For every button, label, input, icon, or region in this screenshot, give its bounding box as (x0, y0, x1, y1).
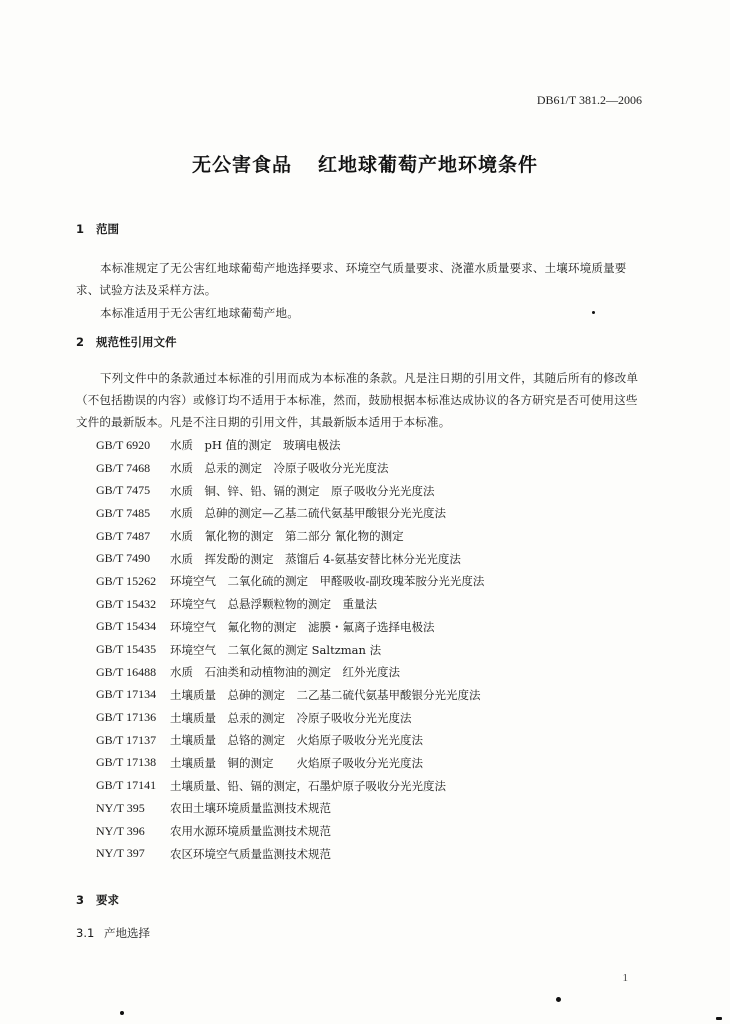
reference-code: GB/T 17137 (96, 732, 157, 747)
section-2-heading (76, 334, 177, 350)
reference-item (96, 706, 656, 729)
reference-title: 水质 挥发酚的测定 蒸馏后 4-氨基安替比林分光光度法 (170, 551, 461, 566)
reference-title: 水质 pH 值的测定 玻璃电极法 (170, 438, 341, 453)
title-part1: 无公害食品 (191, 154, 292, 176)
section-title: 产地选择 (104, 926, 150, 940)
reference-code: GB/T 7475 (96, 483, 151, 498)
reference-code: GB/T 17136 (96, 710, 157, 725)
normative-intro: 下列文件中的条款通过本标准的引用而成为本标准的条款。凡是注日期的引用文件，其随后所有的修改单（不包括勘误的内容）或修订均不适用于本标准，然而，鼓励根据本标准达成协议的各方研究是否可使用这些文件的最新版本。凡是不注日期的引用文件，其最新版本适用于本标准。 (76, 371, 639, 429)
reference-code: GB/T 7487 (96, 528, 151, 543)
reference-code: GB/T 15434 (96, 619, 157, 634)
section-number: 3 (76, 893, 85, 907)
reference-title: 环境空气 二氧化氮的测定 Saltzman 法 (170, 642, 382, 657)
reference-item (96, 457, 656, 480)
reference-code: GB/T 7490 (96, 551, 151, 566)
reference-title: 水质 总砷的测定—乙基二硫代氨基甲酸银分光光度法 (170, 506, 446, 521)
section-number: 1 (76, 222, 85, 236)
reference-item (96, 797, 656, 820)
reference-code: GB/T 15262 (96, 573, 157, 588)
reference-item (96, 593, 656, 616)
reference-item (96, 547, 656, 570)
reference-item (96, 774, 656, 797)
scan-speck (592, 311, 595, 314)
section-3-1-heading (76, 925, 150, 941)
reference-code: GB/T 6920 (96, 437, 151, 452)
reference-item (96, 479, 656, 502)
reference-code: GB/T 7468 (96, 460, 151, 475)
standard-code: DB61/T 381.2—2006 (536, 93, 642, 107)
reference-title: 水质 总汞的测定 冷原子吸收分光光度法 (170, 461, 389, 476)
scan-speck (556, 997, 561, 1002)
section-1-heading (76, 221, 119, 237)
reference-title: 农用水源环境质量监测技术规范 (170, 824, 331, 839)
section-title: 范围 (96, 222, 119, 236)
reference-code: NY/T 397 (96, 846, 145, 861)
reference-item (96, 729, 656, 752)
section-title: 要求 (96, 893, 119, 907)
document-title (0, 150, 730, 177)
reference-title: 农田土壤环境质量监测技术规范 (170, 801, 331, 816)
scope-paragraph-2: 本标准适用于无公害红地球葡萄产地。 (100, 306, 299, 320)
scope-paragraph-1: 本标准规定了无公害红地球葡萄产地选择要求、环境空气质量要求、浇灌水质量要求、土壤环境质量要求、试验方法及采样方法。 (76, 261, 627, 297)
reference-item (96, 434, 656, 457)
reference-title: 环境空气 总悬浮颗粒物的测定 重量法 (170, 597, 377, 612)
reference-title: 水质 石油类和动植物油的测定 红外光度法 (170, 665, 400, 680)
reference-item (96, 684, 656, 707)
reference-item (96, 661, 656, 684)
reference-item (96, 570, 656, 593)
reference-title: 土壤质量、铅、镉的测定，石墨炉原子吸收分光光度法 (170, 778, 446, 793)
reference-title: 水质 氰化物的测定 第二部分 氰化物的测定 (170, 529, 404, 544)
section-number: 3.1 (76, 926, 95, 940)
reference-code: GB/T 15432 (96, 596, 157, 611)
reference-title: 农区环境空气质量监测技术规范 (170, 846, 331, 861)
reference-item (96, 616, 656, 639)
reference-item (96, 638, 656, 661)
reference-item (96, 525, 656, 548)
reference-item (96, 752, 656, 775)
section-title: 规范性引用文件 (96, 335, 177, 349)
reference-code: NY/T 395 (96, 800, 145, 815)
reference-code: GB/T 7485 (96, 505, 151, 520)
reference-title: 水质 铜、锌、铅、镉的测定 原子吸收分光光度法 (170, 483, 435, 498)
page-number: 1 (622, 972, 628, 984)
reference-code: NY/T 396 (96, 823, 145, 838)
reference-title: 土壤质量 总砷的测定 二乙基二硫代氨基甲酸银分光光度法 (170, 687, 481, 702)
title-part2: 红地球葡萄产地环境条件 (318, 154, 539, 176)
reference-title: 土壤质量 总汞的测定 冷原子吸收分光光度法 (170, 710, 412, 725)
reference-title: 土壤质量 总铬的测定 火焰原子吸收分光光度法 (170, 733, 423, 748)
reference-title: 环境空气 二氧化硫的测定 甲醛吸收-副玫瑰苯胺分光光度法 (170, 574, 485, 589)
section-3-heading (76, 892, 119, 908)
reference-code: GB/T 17138 (96, 755, 157, 770)
reference-code: GB/T 17141 (96, 778, 157, 793)
reference-title: 环境空气 氟化物的测定 滤膜・氟离子选择电极法 (170, 619, 435, 634)
scan-speck (716, 1017, 722, 1020)
reference-title: 土壤质量 铜的测定 火焰原子吸收分光光度法 (170, 755, 423, 770)
section-number: 2 (76, 335, 85, 349)
reference-list (96, 434, 656, 865)
reference-code: GB/T 17134 (96, 687, 157, 702)
reference-item (96, 502, 656, 525)
scan-speck (120, 1011, 124, 1015)
reference-code: GB/T 16488 (96, 664, 157, 679)
reference-item (96, 842, 656, 865)
reference-code: GB/T 15435 (96, 642, 157, 657)
reference-item (96, 820, 656, 843)
